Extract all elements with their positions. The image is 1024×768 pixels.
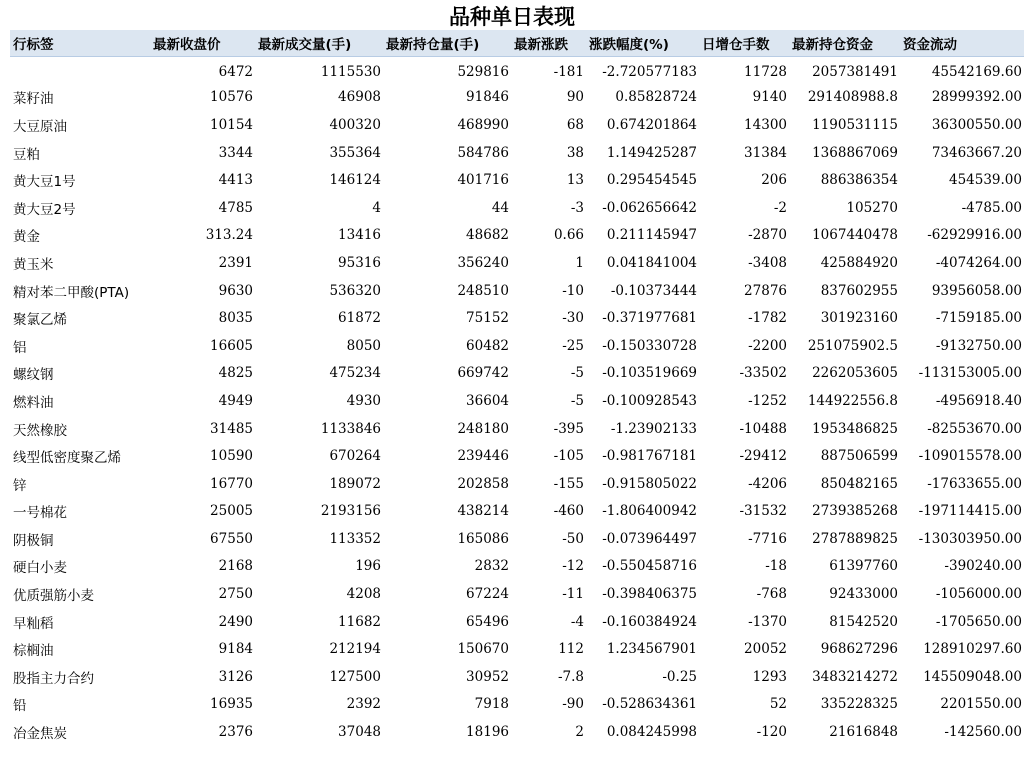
close-price-cell[interactable]: 3344 bbox=[218, 144, 253, 161]
volume-cell[interactable]: 196 bbox=[355, 558, 381, 575]
position-capital-cell[interactable]: 81542520 bbox=[829, 613, 898, 630]
position-capital-cell[interactable]: 251075902.5 bbox=[807, 337, 898, 354]
table-row bbox=[10, 277, 1024, 305]
change-cell[interactable]: 68 bbox=[566, 116, 584, 133]
table-row bbox=[10, 249, 1024, 277]
close-price-cell[interactable]: 4949 bbox=[218, 392, 253, 409]
change-percent-cell[interactable]: -1.23902133 bbox=[610, 420, 697, 437]
capital-flow-cell[interactable]: -4074264.00 bbox=[935, 254, 1022, 271]
header-row bbox=[10, 30, 1024, 56]
open-interest-cell[interactable]: 584786 bbox=[457, 144, 509, 161]
daily-position-change-cell[interactable]: -4206 bbox=[748, 475, 787, 492]
table-row bbox=[10, 304, 1024, 332]
daily-position-change-cell[interactable]: 11728 bbox=[744, 64, 787, 81]
capital-flow-cell[interactable]: -4785.00 bbox=[961, 199, 1022, 216]
position-capital-cell[interactable]: 291408988.8 bbox=[807, 89, 898, 106]
volume-cell[interactable]: 46908 bbox=[338, 89, 381, 106]
open-interest-cell[interactable]: 18196 bbox=[466, 724, 509, 741]
row-label-cell[interactable]: 黄玉米 bbox=[13, 256, 54, 273]
position-capital-cell[interactable]: 21616848 bbox=[829, 724, 898, 741]
position-capital-cell[interactable]: 425884920 bbox=[820, 254, 898, 271]
table-row bbox=[10, 580, 1024, 608]
capital-flow-cell[interactable]: -130303950.00 bbox=[918, 530, 1022, 547]
daily-position-change-cell[interactable]: -2200 bbox=[748, 337, 787, 354]
daily-position-change-cell[interactable]: -29412 bbox=[739, 448, 787, 465]
capital-flow-cell[interactable]: -142560.00 bbox=[944, 724, 1022, 741]
close-price-cell[interactable]: 10590 bbox=[210, 448, 253, 465]
volume-cell[interactable]: 95316 bbox=[338, 254, 381, 271]
row-label-cell[interactable]: 黄金 bbox=[13, 229, 40, 246]
change-percent-cell[interactable]: 0.211145947 bbox=[606, 227, 697, 244]
capital-flow-cell[interactable]: 73463667.20 bbox=[931, 144, 1022, 161]
volume-cell[interactable]: 670264 bbox=[329, 448, 381, 465]
capital-flow-cell[interactable]: -1705650.00 bbox=[935, 613, 1022, 630]
position-capital-cell[interactable]: 3483214272 bbox=[812, 668, 898, 685]
volume-cell[interactable]: 1133846 bbox=[320, 420, 381, 437]
position-capital-cell[interactable]: 2787889825 bbox=[812, 530, 898, 547]
position-capital-cell[interactable]: 1190531115 bbox=[812, 116, 898, 133]
position-capital-cell[interactable]: 1368867069 bbox=[812, 144, 898, 161]
change-cell[interactable]: -50 bbox=[562, 530, 584, 547]
row-label-cell[interactable]: 一号棉花 bbox=[13, 505, 67, 522]
header-daily-position-change[interactable]: 日增仓手数 bbox=[699, 30, 789, 56]
close-price-cell[interactable]: 16935 bbox=[210, 696, 253, 713]
daily-position-change-cell[interactable]: -1370 bbox=[748, 613, 787, 630]
row-label-cell[interactable]: 铝 bbox=[13, 339, 27, 356]
change-percent-cell[interactable]: 0.041841004 bbox=[606, 254, 697, 271]
change-cell[interactable]: 112 bbox=[558, 641, 584, 658]
open-interest-cell[interactable]: 438214 bbox=[457, 503, 509, 520]
capital-flow-cell[interactable]: 454539.00 bbox=[948, 172, 1022, 189]
capital-flow-cell[interactable]: 128910297.60 bbox=[923, 641, 1022, 658]
row-label-cell[interactable]: 线型低密度聚乙烯 bbox=[13, 450, 121, 467]
position-capital-cell[interactable]: 335228325 bbox=[820, 696, 898, 713]
change-percent-cell[interactable]: -1.806400942 bbox=[602, 503, 697, 520]
volume-cell[interactable]: 4 bbox=[372, 199, 381, 216]
capital-flow-cell[interactable]: 145509048.00 bbox=[923, 668, 1022, 685]
change-percent-cell[interactable]: -2.720577183 bbox=[602, 64, 697, 81]
daily-position-change-cell[interactable]: -1782 bbox=[748, 310, 787, 327]
change-cell[interactable]: -5 bbox=[570, 365, 584, 382]
close-price-cell[interactable]: 10576 bbox=[210, 89, 253, 106]
change-cell[interactable]: 0.66 bbox=[553, 227, 584, 244]
volume-cell[interactable]: 13416 bbox=[338, 227, 381, 244]
volume-cell[interactable]: 1115530 bbox=[320, 64, 381, 81]
table-row bbox=[10, 415, 1024, 443]
row-label-cell[interactable]: 早籼稻 bbox=[13, 615, 54, 632]
table-row bbox=[10, 608, 1024, 636]
change-percent-cell[interactable]: 1.149425287 bbox=[606, 144, 697, 161]
close-price-cell[interactable]: 8035 bbox=[218, 310, 253, 327]
table-row bbox=[10, 194, 1024, 222]
volume-cell[interactable]: 212194 bbox=[329, 641, 381, 658]
change-percent-cell[interactable]: -0.981767181 bbox=[602, 448, 697, 465]
open-interest-cell[interactable]: 44 bbox=[491, 199, 509, 216]
open-interest-cell[interactable]: 91846 bbox=[466, 89, 509, 106]
close-price-cell[interactable]: 9630 bbox=[218, 282, 253, 299]
row-label-cell[interactable]: 锌 bbox=[13, 477, 27, 494]
table-row bbox=[10, 166, 1024, 194]
open-interest-cell[interactable]: 75152 bbox=[466, 310, 509, 327]
open-interest-cell[interactable]: 36604 bbox=[466, 392, 509, 409]
table-row bbox=[10, 139, 1024, 167]
row-label-cell[interactable]: 燃料油 bbox=[13, 394, 54, 411]
open-interest-cell[interactable]: 669742 bbox=[457, 365, 509, 382]
open-interest-cell[interactable]: 2832 bbox=[474, 558, 509, 575]
row-label-cell[interactable]: 冶金焦炭 bbox=[13, 726, 67, 743]
change-cell[interactable]: -4 bbox=[570, 613, 584, 630]
table-row bbox=[10, 222, 1024, 250]
table-row bbox=[10, 718, 1024, 746]
close-price-cell[interactable]: 3126 bbox=[218, 668, 253, 685]
open-interest-cell[interactable]: 67224 bbox=[466, 586, 509, 603]
row-label-cell[interactable]: 股指主力合约 bbox=[13, 670, 94, 687]
open-interest-cell[interactable]: 165086 bbox=[457, 530, 509, 547]
daily-position-change-cell[interactable]: -10488 bbox=[739, 420, 787, 437]
change-cell[interactable]: -155 bbox=[553, 475, 584, 492]
change-percent-cell[interactable]: 0.084245998 bbox=[606, 724, 697, 741]
change-cell[interactable]: 1 bbox=[575, 254, 584, 271]
table-row bbox=[10, 470, 1024, 498]
change-cell[interactable]: -10 bbox=[562, 282, 584, 299]
open-interest-cell[interactable]: 248180 bbox=[457, 420, 509, 437]
close-price-cell[interactable]: 2391 bbox=[218, 254, 253, 271]
position-capital-cell[interactable]: 2739385268 bbox=[812, 503, 898, 520]
position-capital-cell[interactable]: 144922556.8 bbox=[807, 392, 898, 409]
table-row bbox=[10, 691, 1024, 719]
capital-flow-cell[interactable]: -113153005.00 bbox=[918, 365, 1022, 382]
volume-cell[interactable]: 2392 bbox=[346, 696, 381, 713]
change-percent-cell[interactable]: -0.160384924 bbox=[602, 613, 697, 630]
row-label-cell[interactable]: 天然橡胶 bbox=[13, 422, 67, 439]
capital-flow-cell[interactable]: -17633655.00 bbox=[927, 475, 1022, 492]
daily-position-change-cell[interactable]: -1252 bbox=[748, 392, 787, 409]
change-percent-cell[interactable]: 0.85828724 bbox=[615, 89, 697, 106]
position-capital-cell[interactable]: 837602955 bbox=[820, 282, 898, 299]
daily-position-change-cell[interactable]: 14300 bbox=[744, 116, 787, 133]
row-label-cell[interactable]: 黄大豆2号 bbox=[13, 201, 76, 218]
change-percent-cell[interactable]: -0.103519669 bbox=[602, 365, 697, 382]
change-percent-cell[interactable]: -0.10373444 bbox=[610, 282, 697, 299]
change-percent-cell[interactable]: 0.674201864 bbox=[606, 116, 697, 133]
daily-position-change-cell[interactable]: -768 bbox=[756, 586, 787, 603]
capital-flow-cell[interactable]: -390240.00 bbox=[944, 558, 1022, 575]
open-interest-cell[interactable]: 356240 bbox=[457, 254, 509, 271]
daily-position-change-cell[interactable]: 52 bbox=[769, 696, 787, 713]
capital-flow-cell[interactable]: 93956058.00 bbox=[931, 282, 1022, 299]
change-cell[interactable]: -7.8 bbox=[557, 668, 584, 685]
close-price-cell[interactable]: 2490 bbox=[218, 613, 253, 630]
table-row bbox=[10, 56, 1024, 84]
volume-cell[interactable]: 355364 bbox=[329, 144, 381, 161]
position-capital-cell[interactable]: 968627296 bbox=[820, 641, 898, 658]
change-cell[interactable]: -90 bbox=[562, 696, 584, 713]
header-capital-flow[interactable]: 资金流动 bbox=[900, 30, 1024, 56]
row-label-cell[interactable]: 阴极铜 bbox=[13, 532, 54, 549]
daily-position-change-cell[interactable]: 27876 bbox=[744, 282, 787, 299]
capital-flow-cell[interactable]: -62929916.00 bbox=[927, 227, 1022, 244]
row-label-cell[interactable]: 螺纹钢 bbox=[13, 367, 54, 384]
change-cell[interactable]: -11 bbox=[562, 586, 584, 603]
row-label-cell[interactable]: 棕榈油 bbox=[13, 643, 54, 660]
row-label-cell[interactable]: 黄大豆1号 bbox=[13, 174, 76, 191]
header-row-labels[interactable]: 行标签 bbox=[10, 30, 150, 56]
volume-cell[interactable]: 2193156 bbox=[320, 503, 381, 520]
header-volume[interactable]: 最新成交量(手) bbox=[255, 30, 383, 56]
change-percent-cell[interactable]: -0.25 bbox=[662, 668, 697, 685]
capital-flow-cell[interactable]: -1056000.00 bbox=[935, 586, 1022, 603]
open-interest-cell[interactable]: 401716 bbox=[457, 172, 509, 189]
open-interest-cell[interactable]: 30952 bbox=[466, 668, 509, 685]
position-capital-cell[interactable]: 301923160 bbox=[820, 310, 898, 327]
row-label-cell[interactable]: 硬白小麦 bbox=[13, 560, 67, 577]
change-cell[interactable]: -5 bbox=[570, 392, 584, 409]
open-interest-cell[interactable]: 48682 bbox=[466, 227, 509, 244]
capital-flow-cell[interactable]: -9132750.00 bbox=[935, 337, 1022, 354]
page-title: 品种单日表现 bbox=[449, 5, 575, 29]
open-interest-cell[interactable]: 7918 bbox=[474, 696, 509, 713]
close-price-cell[interactable]: 10154 bbox=[210, 116, 253, 133]
daily-position-change-cell[interactable]: -18 bbox=[765, 558, 787, 575]
daily-position-change-cell[interactable]: 31384 bbox=[744, 144, 787, 161]
data-table bbox=[10, 30, 1024, 746]
volume-cell[interactable]: 4208 bbox=[346, 586, 381, 603]
open-interest-cell[interactable]: 65496 bbox=[466, 613, 509, 630]
daily-position-change-cell[interactable]: 9140 bbox=[752, 89, 787, 106]
capital-flow-cell[interactable]: 28999392.00 bbox=[931, 89, 1022, 106]
position-capital-cell[interactable]: 1953486825 bbox=[812, 420, 898, 437]
table-body bbox=[10, 56, 1024, 746]
change-percent-cell[interactable]: -0.915805022 bbox=[602, 475, 697, 492]
position-capital-cell[interactable]: 2262053605 bbox=[812, 365, 898, 382]
table-row bbox=[10, 553, 1024, 581]
change-percent-cell[interactable]: -0.100928543 bbox=[602, 392, 697, 409]
change-percent-cell[interactable]: 0.295454545 bbox=[606, 172, 697, 189]
close-price-cell[interactable]: 4413 bbox=[218, 172, 253, 189]
daily-position-change-cell[interactable]: 1293 bbox=[752, 668, 787, 685]
change-cell[interactable]: -30 bbox=[562, 310, 584, 327]
daily-position-change-cell[interactable]: -31532 bbox=[739, 503, 787, 520]
capital-flow-cell[interactable]: 2201550.00 bbox=[940, 696, 1022, 713]
volume-cell[interactable]: 4930 bbox=[346, 392, 381, 409]
volume-cell[interactable]: 61872 bbox=[338, 310, 381, 327]
position-capital-cell[interactable]: 886386354 bbox=[820, 172, 898, 189]
header-change[interactable]: 最新涨跌 bbox=[511, 30, 586, 56]
row-label-cell[interactable]: 精对苯二甲酸(PTA) bbox=[13, 284, 130, 301]
close-price-cell[interactable]: 2168 bbox=[218, 558, 253, 575]
close-price-cell[interactable]: 4825 bbox=[218, 365, 253, 382]
volume-cell[interactable]: 189072 bbox=[329, 475, 381, 492]
row-label-cell[interactable]: 聚氯乙烯 bbox=[13, 312, 67, 329]
close-price-cell[interactable]: 25005 bbox=[210, 503, 253, 520]
position-capital-cell[interactable]: 1067440478 bbox=[812, 227, 898, 244]
capital-flow-cell[interactable]: -109015578.00 bbox=[918, 448, 1022, 465]
open-interest-cell[interactable]: 468990 bbox=[457, 116, 509, 133]
daily-position-change-cell[interactable]: 20052 bbox=[744, 641, 787, 658]
change-percent-cell[interactable]: 1.234567901 bbox=[606, 641, 697, 658]
capital-flow-cell[interactable]: -7159185.00 bbox=[935, 310, 1022, 327]
close-price-cell[interactable]: 67550 bbox=[210, 530, 253, 547]
change-percent-cell[interactable]: -0.550458716 bbox=[602, 558, 697, 575]
open-interest-cell[interactable]: 529816 bbox=[457, 64, 509, 81]
close-price-cell[interactable]: 31485 bbox=[210, 420, 253, 437]
change-percent-cell[interactable]: -0.398406375 bbox=[602, 586, 697, 603]
close-price-cell[interactable]: 16605 bbox=[210, 337, 253, 354]
change-cell[interactable]: 13 bbox=[566, 172, 584, 189]
position-capital-cell[interactable]: 850482165 bbox=[820, 475, 898, 492]
table-row bbox=[10, 387, 1024, 415]
header-open-interest[interactable]: 最新持仓量(手) bbox=[383, 30, 511, 56]
daily-position-change-cell[interactable]: -120 bbox=[756, 724, 787, 741]
header-close-price[interactable]: 最新收盘价 bbox=[150, 30, 255, 56]
position-capital-cell[interactable]: 105270 bbox=[846, 199, 898, 216]
row-label-cell[interactable]: 大豆原油 bbox=[13, 118, 67, 135]
change-percent-cell[interactable]: -0.073964497 bbox=[602, 530, 697, 547]
change-percent-cell[interactable]: -0.528634361 bbox=[602, 696, 697, 713]
open-interest-cell[interactable]: 150670 bbox=[457, 641, 509, 658]
row-label-cell[interactable] bbox=[10, 56, 150, 84]
close-price-cell[interactable]: 313.24 bbox=[205, 227, 253, 244]
row-label-cell[interactable]: 豆粕 bbox=[13, 146, 40, 163]
table-row bbox=[10, 332, 1024, 360]
position-capital-cell[interactable]: 92433000 bbox=[829, 586, 898, 603]
change-percent-cell[interactable]: -0.371977681 bbox=[602, 310, 697, 327]
close-price-cell[interactable]: 2750 bbox=[218, 586, 253, 603]
table-row bbox=[10, 498, 1024, 526]
change-cell[interactable]: 90 bbox=[566, 89, 584, 106]
change-percent-cell[interactable]: -0.150330728 bbox=[602, 337, 697, 354]
volume-cell[interactable]: 113352 bbox=[329, 530, 381, 547]
capital-flow-cell[interactable]: -197114415.00 bbox=[918, 503, 1022, 520]
change-percent-cell[interactable]: -0.062656642 bbox=[602, 199, 697, 216]
table-row bbox=[10, 663, 1024, 691]
change-cell[interactable]: -105 bbox=[553, 448, 584, 465]
table-header bbox=[10, 30, 1024, 56]
open-interest-cell[interactable]: 60482 bbox=[466, 337, 509, 354]
change-cell[interactable]: -395 bbox=[553, 420, 584, 437]
header-change-percent[interactable]: 涨跌幅度(%) bbox=[586, 30, 699, 56]
table-row bbox=[10, 84, 1024, 112]
daily-position-change-cell[interactable]: -7716 bbox=[748, 530, 787, 547]
daily-position-change-cell[interactable]: -33502 bbox=[739, 365, 787, 382]
change-cell[interactable]: -3 bbox=[570, 199, 584, 216]
change-cell[interactable]: 38 bbox=[566, 144, 584, 161]
change-cell[interactable]: -181 bbox=[553, 64, 584, 81]
capital-flow-cell[interactable]: 45542169.60 bbox=[931, 64, 1022, 81]
table-row bbox=[10, 635, 1024, 663]
volume-cell[interactable]: 475234 bbox=[329, 365, 381, 382]
change-cell[interactable]: -25 bbox=[562, 337, 584, 354]
daily-position-change-cell[interactable]: -3408 bbox=[748, 254, 787, 271]
position-capital-cell[interactable]: 887506599 bbox=[820, 448, 898, 465]
capital-flow-cell[interactable]: -82553670.00 bbox=[927, 420, 1022, 437]
header-position-capital[interactable]: 最新持仓资金 bbox=[789, 30, 900, 56]
close-price-cell[interactable]: 16770 bbox=[210, 475, 253, 492]
row-label-cell[interactable]: 铅 bbox=[13, 698, 27, 715]
volume-cell[interactable]: 146124 bbox=[329, 172, 381, 189]
table-row bbox=[10, 442, 1024, 470]
volume-cell[interactable]: 400320 bbox=[329, 116, 381, 133]
open-interest-cell[interactable]: 239446 bbox=[457, 448, 509, 465]
table-row bbox=[10, 360, 1024, 388]
close-price-cell[interactable]: 9184 bbox=[218, 641, 253, 658]
capital-flow-cell[interactable]: 36300550.00 bbox=[931, 116, 1022, 133]
open-interest-cell[interactable]: 202858 bbox=[457, 475, 509, 492]
daily-position-change-cell[interactable]: 206 bbox=[761, 172, 787, 189]
volume-cell[interactable]: 8050 bbox=[346, 337, 381, 354]
change-cell[interactable]: -460 bbox=[553, 503, 584, 520]
position-capital-cell[interactable]: 2057381491 bbox=[812, 64, 898, 81]
close-price-cell[interactable]: 6472 bbox=[218, 64, 253, 81]
change-cell[interactable]: -12 bbox=[562, 558, 584, 575]
table-row bbox=[10, 111, 1024, 139]
close-price-cell[interactable]: 4785 bbox=[218, 199, 253, 216]
capital-flow-cell[interactable]: -4956918.40 bbox=[935, 392, 1022, 409]
volume-cell[interactable]: 127500 bbox=[329, 668, 381, 685]
volume-cell[interactable]: 536320 bbox=[329, 282, 381, 299]
daily-position-change-cell[interactable]: -2 bbox=[773, 199, 787, 216]
change-cell[interactable]: 2 bbox=[575, 724, 584, 741]
daily-position-change-cell[interactable]: -2870 bbox=[748, 227, 787, 244]
row-label-cell[interactable]: 优质强筋小麦 bbox=[13, 588, 94, 605]
volume-cell[interactable]: 11682 bbox=[338, 613, 381, 630]
open-interest-cell[interactable]: 248510 bbox=[457, 282, 509, 299]
close-price-cell[interactable]: 2376 bbox=[218, 724, 253, 741]
row-label-cell[interactable]: 菜籽油 bbox=[13, 91, 54, 108]
table-row bbox=[10, 525, 1024, 553]
volume-cell[interactable]: 37048 bbox=[338, 724, 381, 741]
position-capital-cell[interactable]: 61397760 bbox=[829, 558, 898, 575]
